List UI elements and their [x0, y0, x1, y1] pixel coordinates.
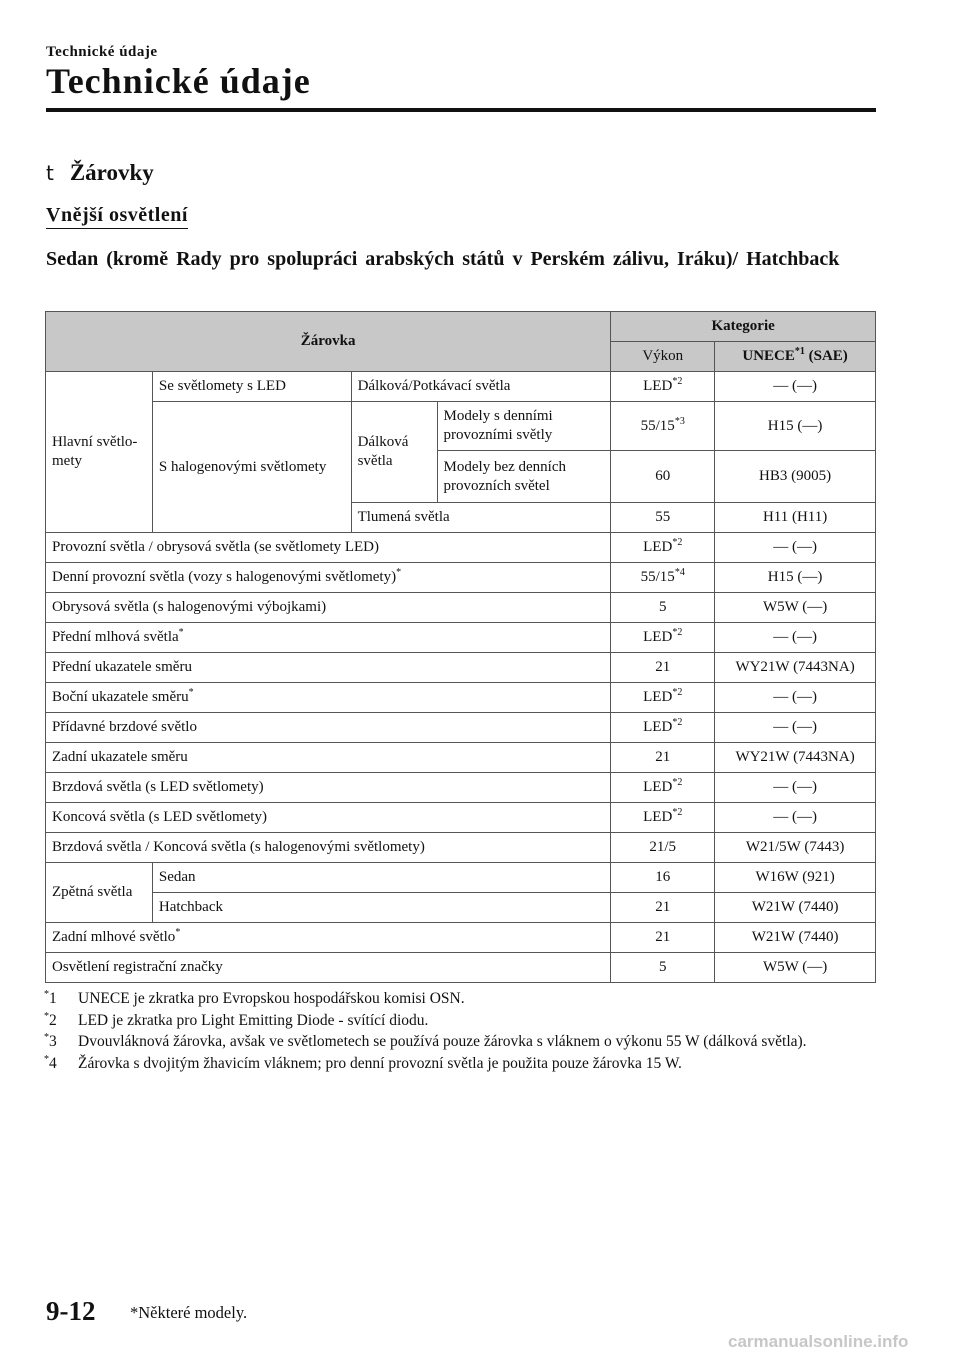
row-category: HB3 (9005) — [715, 451, 876, 503]
row-name: Provozní světla / obrysová světla (se světlomety LED) — [46, 533, 611, 563]
row-power: 21 — [611, 743, 715, 773]
table-row — [46, 803, 876, 833]
row-category: ― (―) — [715, 372, 876, 402]
row-name: Boční ukazatele směru* — [46, 683, 611, 713]
row-power: 21 — [611, 923, 715, 953]
row-power: 21 — [611, 893, 715, 923]
note-mark: *4 — [44, 1053, 57, 1072]
row-name: Přední ukazatele směru — [46, 653, 611, 683]
table-row — [46, 563, 876, 593]
note-text: LED je zkratka pro Light Emitting Diode - svítící diodu. — [78, 1011, 429, 1029]
row-name: Tlumená světla — [351, 503, 611, 533]
footnote: *Některé modely. — [130, 1303, 248, 1322]
row-category: ― (―) — [715, 803, 876, 833]
chapter-title: Technické údaje — [46, 61, 311, 101]
row-name: Modely bez denních provozních světel — [437, 451, 611, 503]
row-power: LED$^{*2}$ — [611, 533, 715, 563]
table-row — [46, 893, 876, 923]
note-mark: *2 — [44, 1010, 57, 1029]
row-power: 60 — [611, 451, 715, 503]
row-name: Přední mlhová světla* — [46, 623, 611, 653]
row-name: Zadní ukazatele směru — [46, 743, 611, 773]
row-name: Hatchback — [152, 893, 610, 923]
table-row — [46, 923, 876, 953]
note-item — [44, 988, 864, 1010]
led-headlights-group: Se světlomety s LED — [152, 372, 351, 402]
subsection-heading: Vnější osvětlení — [46, 204, 188, 229]
row-power: 55 — [611, 503, 715, 533]
row-power: 55/15$^{*4}$ — [611, 563, 715, 593]
table-row — [46, 953, 876, 983]
row-power: LED$^{*2}$ — [611, 803, 715, 833]
table-row — [46, 863, 876, 893]
table-row — [46, 372, 876, 402]
row-category: W5W (―) — [715, 593, 876, 623]
note-mark: *3 — [44, 1031, 57, 1050]
table-row — [46, 683, 876, 713]
section-bullet-icon: t — [46, 161, 54, 185]
row-power: LED$^{*2}$ — [611, 683, 715, 713]
reverse-lights-label: Zpětná světla — [46, 863, 153, 923]
note-text: Žárovka s dvojitým žhavicím vláknem; pro denní provozní světla je použita pouze žárovka 15 W. — [78, 1054, 682, 1072]
row-power: 21 — [611, 653, 715, 683]
note-text: UNECE je zkratka pro Evropskou hospodářskou komisi OSN. — [78, 990, 465, 1007]
note-text: Dvouvláknová žárovka, avšak ve světlometech se používá pouze žárovka s vláknem o výkonu 55 W (dálková světla). — [78, 1033, 807, 1050]
row-name: Osvětlení registrační značky — [46, 953, 611, 983]
table-row — [46, 533, 876, 563]
row-category: W5W (―) — [715, 953, 876, 983]
subsection-heading-2: Sedan (kromě Rady pro spolupráci arabských států v Perském zálivu, Iráku)/ Hatchback — [46, 248, 840, 270]
row-category: W21/5W (7443) — [715, 833, 876, 863]
note-mark: *1 — [44, 988, 57, 1007]
row-name: Koncová světla (s LED světlomety) — [46, 803, 611, 833]
table-header-row — [46, 312, 876, 342]
row-name: Obrysová světla (s halogenovými výbojkami) — [46, 593, 611, 623]
row-category: H15 (―) — [715, 563, 876, 593]
header-power: Výkon — [611, 342, 715, 372]
row-power: 21/5 — [611, 833, 715, 863]
row-category: ― (―) — [715, 623, 876, 653]
section-title: Žárovky — [69, 160, 154, 185]
row-category: ― (―) — [715, 683, 876, 713]
row-name: Brzdová světla / Koncová světla (s halogenovými světlomety) — [46, 833, 611, 863]
row-name: Sedan — [152, 863, 610, 893]
row-power: 55/15$^{*3}$ — [611, 402, 715, 451]
page-number: 9-12 — [46, 1296, 96, 1326]
section-heading — [46, 160, 154, 186]
table-row — [46, 593, 876, 623]
row-category: ― (―) — [715, 713, 876, 743]
row-power: 5 — [611, 953, 715, 983]
row-name: Dálková/Potkávací světla — [351, 372, 611, 402]
table-row — [46, 743, 876, 773]
row-name: Brzdová světla (s LED světlomety) — [46, 773, 611, 803]
table-row — [46, 773, 876, 803]
row-name: Modely s denními provozními světly — [437, 402, 611, 451]
note-item — [44, 1010, 864, 1032]
table-row — [46, 713, 876, 743]
row-category: ― (―) — [715, 773, 876, 803]
row-category: WY21W (7443NA) — [715, 743, 876, 773]
high-beam-label: Dálková světla — [351, 402, 437, 503]
row-category: H11 (H11) — [715, 503, 876, 533]
row-category: W21W (7440) — [715, 893, 876, 923]
row-category: H15 (―) — [715, 402, 876, 451]
table-row — [46, 623, 876, 653]
note-item — [44, 1031, 864, 1053]
row-power: LED$^{*2}$ — [611, 623, 715, 653]
headlights-label: Hlavní světlo-mety — [46, 372, 153, 533]
row-category: W16W (921) — [715, 863, 876, 893]
header-category: Kategorie — [611, 312, 876, 342]
bulb-table — [45, 311, 876, 983]
row-power: LED$^{*2}$ — [611, 713, 715, 743]
title-rule — [46, 108, 876, 112]
row-power: LED$^{*2}$ — [611, 773, 715, 803]
row-category: ― (―) — [715, 533, 876, 563]
row-power: 16 — [611, 863, 715, 893]
row-power: 5 — [611, 593, 715, 623]
header-bulb: Žárovka — [46, 312, 611, 372]
row-name: Denní provozní světla (vozy s halogenovými světlomety)* — [46, 563, 611, 593]
note-item — [44, 1053, 864, 1075]
row-category: WY21W (7443NA) — [715, 653, 876, 683]
row-name: Zadní mlhové světlo* — [46, 923, 611, 953]
row-name: Přídavné brzdové světlo — [46, 713, 611, 743]
watermark: carmanualsonline.info — [728, 1332, 909, 1351]
row-category: W21W (7440) — [715, 923, 876, 953]
running-head: Technické údaje — [46, 44, 158, 60]
table-row — [46, 833, 876, 863]
table-row — [46, 653, 876, 683]
halogen-headlights-group: S halogenovými světlomety — [152, 402, 351, 533]
table-notes — [44, 988, 864, 1074]
table-row — [46, 402, 876, 451]
header-unece: UNECE$^{*1}$ (SAE) — [715, 342, 876, 372]
row-power: LED$^{*2}$ — [611, 372, 715, 402]
